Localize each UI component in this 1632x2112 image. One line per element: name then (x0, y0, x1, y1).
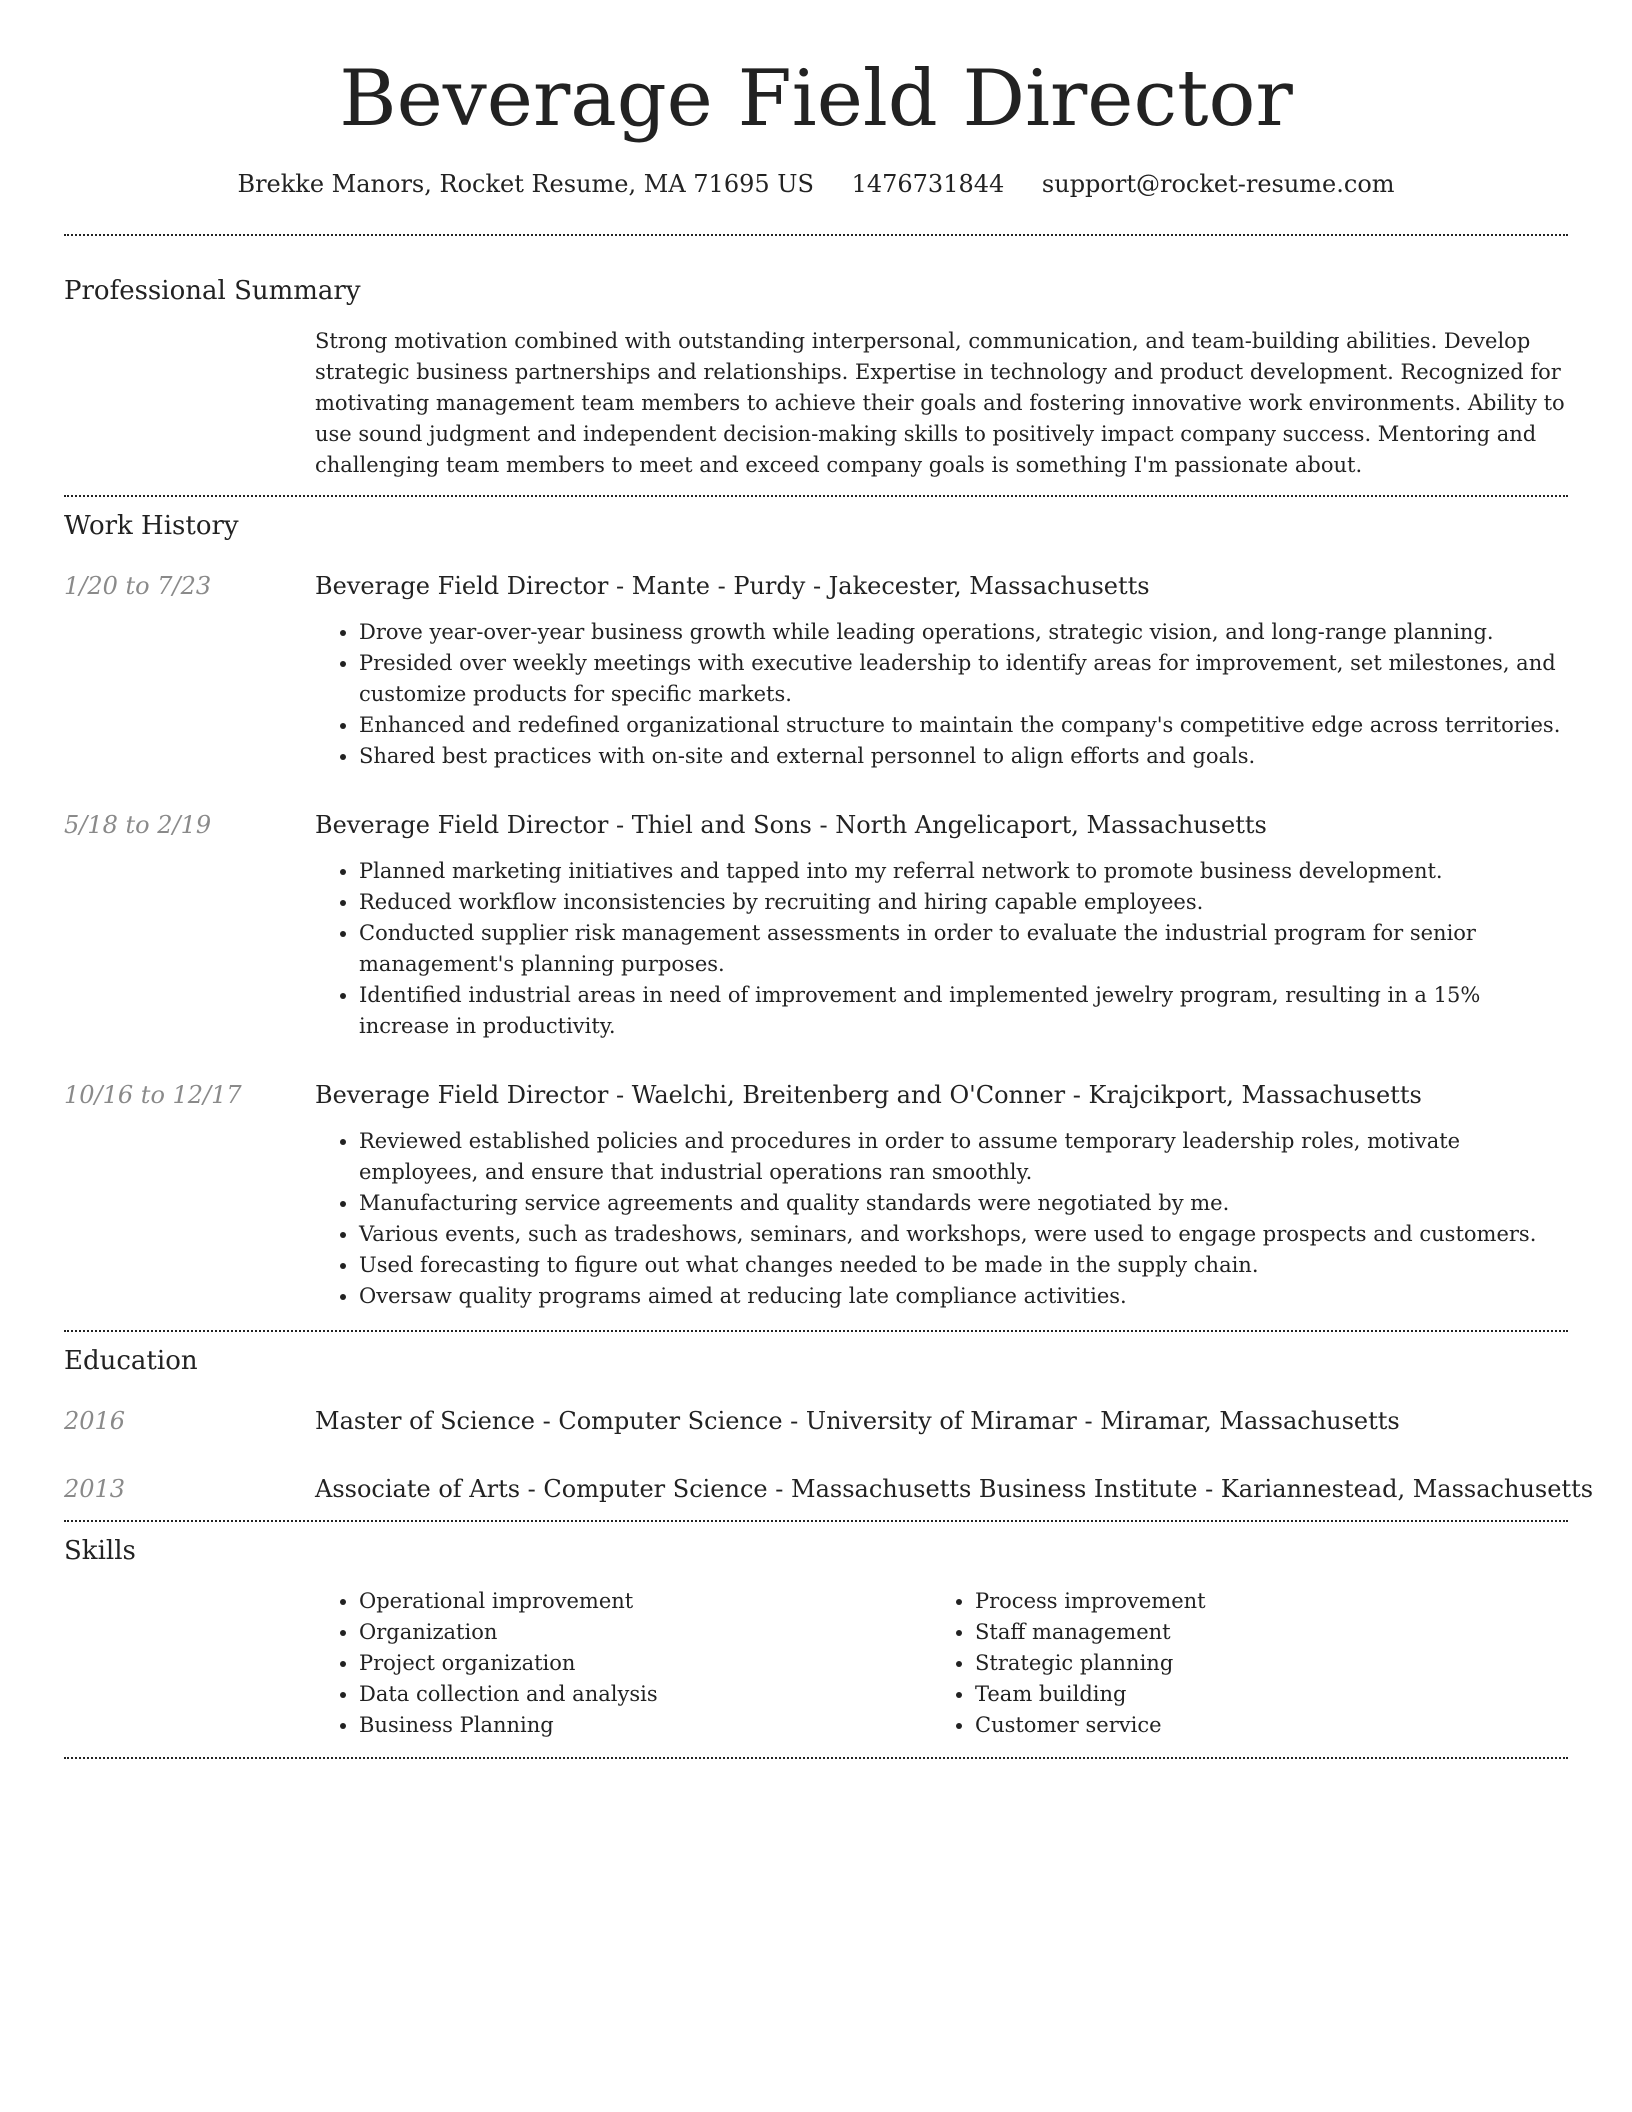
job-heading (315, 1078, 1568, 1112)
contact-email[interactable]: support@rocket-resume.com (1041, 170, 1395, 198)
education-year: 2013 (64, 1475, 126, 1503)
skills-grid (315, 1586, 1568, 1757)
skill-item: • Customer service (975, 1710, 1535, 1741)
job-role: Beverage Field Director (315, 1081, 609, 1109)
skills-column-left (315, 1586, 931, 1741)
list-item: • Reduced workflow inconsistencies by recruiting and hiring capable employees. (359, 887, 1568, 918)
job-date: 1/20 to 7/23 (64, 572, 212, 600)
job-date: 10/16 to 12/17 (64, 1081, 242, 1109)
job-bullets (315, 1126, 1568, 1312)
list-item: • Drove year-over-year business growth while leading operations, strategic vision, and long-range planning. (359, 617, 1568, 648)
divider (64, 1520, 1568, 1522)
job-bullets (315, 617, 1568, 772)
section-title-education: Education (64, 1346, 198, 1376)
education-school: - Massachusetts Business Institute - Kariannestead, Massachusetts (767, 1475, 1594, 1503)
education-school: - University of Miramar - Miramar, Massachusetts (782, 1407, 1400, 1435)
job-heading (315, 569, 1568, 603)
job-body (315, 569, 1568, 772)
skill-item: • Team building (975, 1679, 1535, 1710)
job-entry-3 (64, 1078, 1568, 1330)
divider (64, 1330, 1568, 1332)
education-degree: Associate of Arts - Computer Science (315, 1475, 768, 1503)
list-item: • Various events, such as tradeshows, seminars, and workshops, were used to engage prospects and customers. (359, 1219, 1568, 1250)
list-item: • Manufacturing service agreements and quality standards were negotiated by me. (359, 1188, 1568, 1219)
contact-address: Brekke Manors, Rocket Resume, MA 71695 US (237, 170, 814, 198)
job-body (315, 1078, 1568, 1312)
job-employer: - Thiel and Sons - North Angelicaport, Massachusetts (608, 811, 1267, 839)
list-item: • Conducted supplier risk management assessments in order to evaluate the industrial program for senior management's planning purposes. (359, 918, 1568, 980)
skill-item: • Process improvement (975, 1586, 1535, 1617)
job-bullets (315, 856, 1568, 1042)
skill-item: • Operational improvement (359, 1586, 931, 1617)
job-entry-2 (64, 808, 1568, 1042)
contact-line (64, 168, 1568, 200)
section-title-work-history: Work History (64, 511, 239, 541)
summary-text: Strong motivation combined with outstanding interpersonal, communication, and team-building abilities. Develop strategic business partnerships and relationships. Expertise in technology and product development. Recognized for motivating management team members to achieve their goals and fostering innovative work environments. Ability to use sound judgment and independent decision-making skills to positively impact company success. Mentoring and challenging team members to meet and exceed company goals is something I'm passionate about. (315, 329, 1565, 477)
candidate-name: Beverage Field Director (339, 54, 1293, 144)
skill-item: • Staff management (975, 1617, 1535, 1648)
list-item: • Shared best practices with on-site and external personnel to align efforts and goals. (359, 741, 1568, 772)
section-title-skills: Skills (64, 1536, 136, 1566)
education-entry-1 (64, 1404, 1568, 1438)
contact-phone: 1476731844 (851, 170, 1005, 198)
resume-page (64, 0, 1594, 1759)
list-item: • Used forecasting to figure out what changes needed to be made in the supply chain. (359, 1250, 1568, 1281)
divider (64, 234, 1568, 236)
skill-item: • Organization (359, 1617, 931, 1648)
education-details (315, 1472, 1593, 1506)
job-employer: - Mante - Purdy - Jakecester, Massachusetts (608, 572, 1150, 600)
list-item: • Identified industrial areas in need of improvement and implemented jewelry program, resulting in a 15% increase in productivity. (359, 980, 1568, 1042)
list-item: • Oversaw quality programs aimed at reducing late compliance activities. (359, 1281, 1568, 1312)
list-item: • Planned marketing initiatives and tapped into my referral network to promote business development. (359, 856, 1568, 887)
job-heading (315, 808, 1568, 842)
education-entry-2 (64, 1472, 1594, 1506)
skill-item: • Business Planning (359, 1710, 931, 1741)
education-degree: Master of Science - Computer Science (315, 1407, 783, 1435)
list-item: • Presided over weekly meetings with executive leadership to identify areas for improvement, set milestones, and customize products for specific markets. (359, 648, 1568, 710)
divider (64, 1757, 1568, 1759)
skill-item: • Project organization (359, 1648, 931, 1679)
divider (64, 495, 1568, 497)
job-employer: - Waelchi, Breitenberg and O'Conner - Krajcikport, Massachusetts (608, 1081, 1422, 1109)
skills-column-right (931, 1586, 1535, 1741)
job-body (315, 808, 1568, 1042)
section-title-summary: Professional Summary (64, 276, 361, 306)
skill-item: • Strategic planning (975, 1648, 1535, 1679)
education-year: 2016 (64, 1407, 126, 1435)
job-role: Beverage Field Director (315, 811, 609, 839)
list-item: • Reviewed established policies and procedures in order to assume temporary leadership roles, motivate employees, and ensure that industrial operations ran smoothly. (359, 1126, 1568, 1188)
education-details (315, 1404, 1400, 1438)
job-entry-1 (64, 569, 1568, 772)
job-date: 5/18 to 2/19 (64, 811, 212, 839)
list-item: • Enhanced and redefined organizational structure to maintain the company's competitive edge across territories. (359, 710, 1568, 741)
job-role: Beverage Field Director (315, 572, 609, 600)
skill-item: • Data collection and analysis (359, 1679, 931, 1710)
